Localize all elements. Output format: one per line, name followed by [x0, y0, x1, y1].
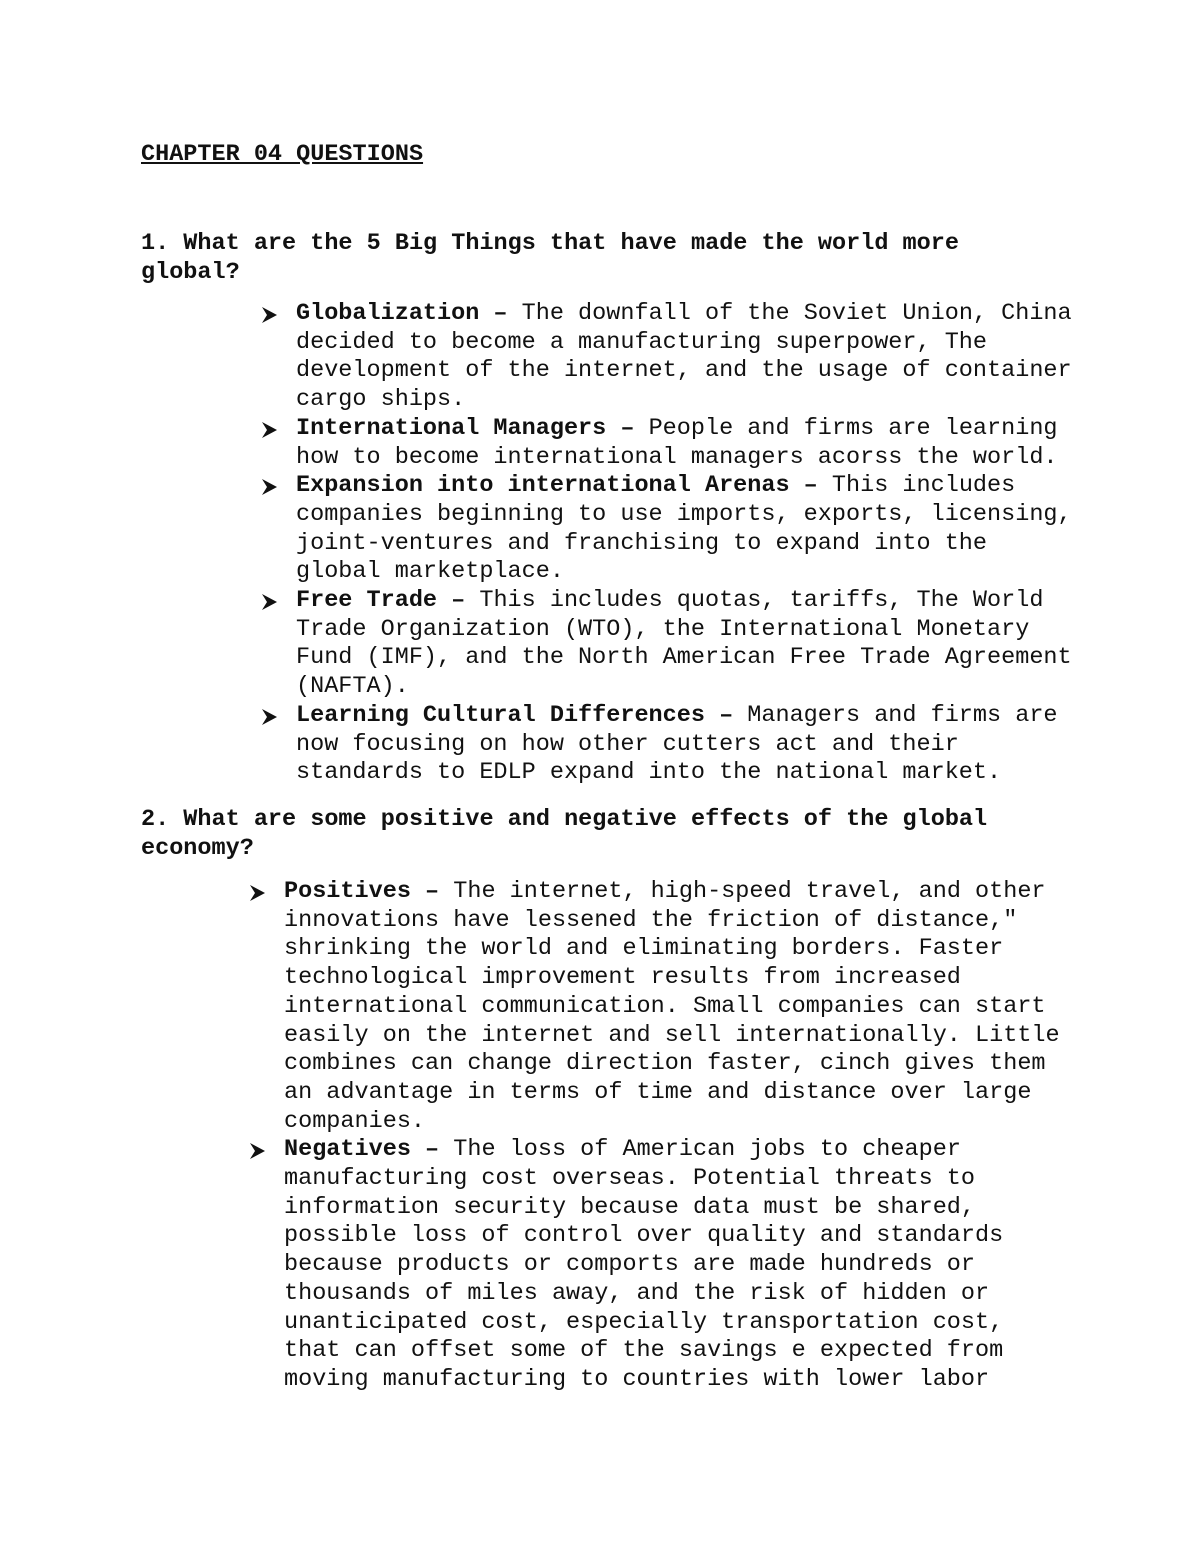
answer-text: This includes quotas, tariffs, The World Trade Organization (WTO), the International Monetary Fund (IMF), and the North American Free Trade Agreement (NAFTA).: [296, 587, 1072, 701]
arrowhead-bullet-icon: [260, 306, 278, 324]
list-item: [258, 702, 1078, 788]
answer-text: Managers and firms are now focusing on how other cutters act and their standards to EDLP expand into the national market.: [296, 701, 1058, 787]
arrowhead-bullet-icon: [260, 593, 278, 611]
answer-text: The loss of American jobs to cheaper manufacturing cost overseas. Potential threats to information security because data must be shared, possible loss of control over quality and standards because products or comports are made hundreds or thousands of miles away, and the risk of hidden or unanticipated cost, especially transportation cost, that can offset some of the savings e expected from moving manufacturing to countries with lower labor: [284, 1136, 1004, 1393]
arrowhead-bullet-icon: [260, 708, 278, 726]
arrowhead-bullet-icon: [260, 421, 278, 439]
question-2-answer-list: [246, 878, 1066, 1395]
answer-term: Free Trade –: [296, 587, 466, 615]
chapter-title: CHAPTER 04 QUESTIONS: [141, 141, 424, 168]
answer-term: Globalization –: [296, 300, 508, 327]
answer-text: The downfall of the Soviet Union, China decided to become a manufacturing superpower, The development of the internet, and the usage of container cargo ships.: [296, 300, 1072, 414]
answer-text: The internet, high-speed travel, and other innovations have lessened the friction of distance," shrinking the world and eliminating borders. Faster technological improvement results from increased international communication. Small companies can start easily on the internet and sell internationally. Little combines can change direction faster, cinch gives them an advantage in terms of time and distance over large companies.: [284, 878, 1060, 1135]
answer-term: Learning Cultural Differences –: [296, 701, 734, 729]
answer-text: This includes companies beginning to use imports, exports, licensing, joint-ventures and franchising to expand into the global marketplace.: [296, 472, 1072, 586]
arrowhead-bullet-icon: [248, 884, 266, 902]
answer-term: Expansion into international Arenas –: [296, 472, 818, 500]
list-item: [258, 587, 1078, 702]
arrowhead-bullet-icon: [260, 478, 278, 496]
arrowhead-bullet-icon: [248, 1142, 266, 1160]
list-item: [246, 1136, 1066, 1394]
answer-term: International Managers –: [296, 414, 635, 442]
list-item: [258, 300, 1078, 415]
question-2-prompt: 2. What are some positive and negative effects of the global economy?: [141, 806, 988, 862]
answer-term: Negatives –: [284, 1136, 440, 1164]
answer-text: People and firms are learning how to become international managers acorss the world.: [296, 414, 1058, 471]
question-1-prompt: 1. What are the 5 Big Things that have made the world more global?: [141, 230, 959, 286]
answer-term: Positives –: [284, 878, 440, 905]
list-item: [246, 878, 1066, 1136]
list-item: [258, 472, 1078, 587]
list-item: [258, 415, 1078, 472]
question-1-answer-list: [258, 300, 1078, 788]
